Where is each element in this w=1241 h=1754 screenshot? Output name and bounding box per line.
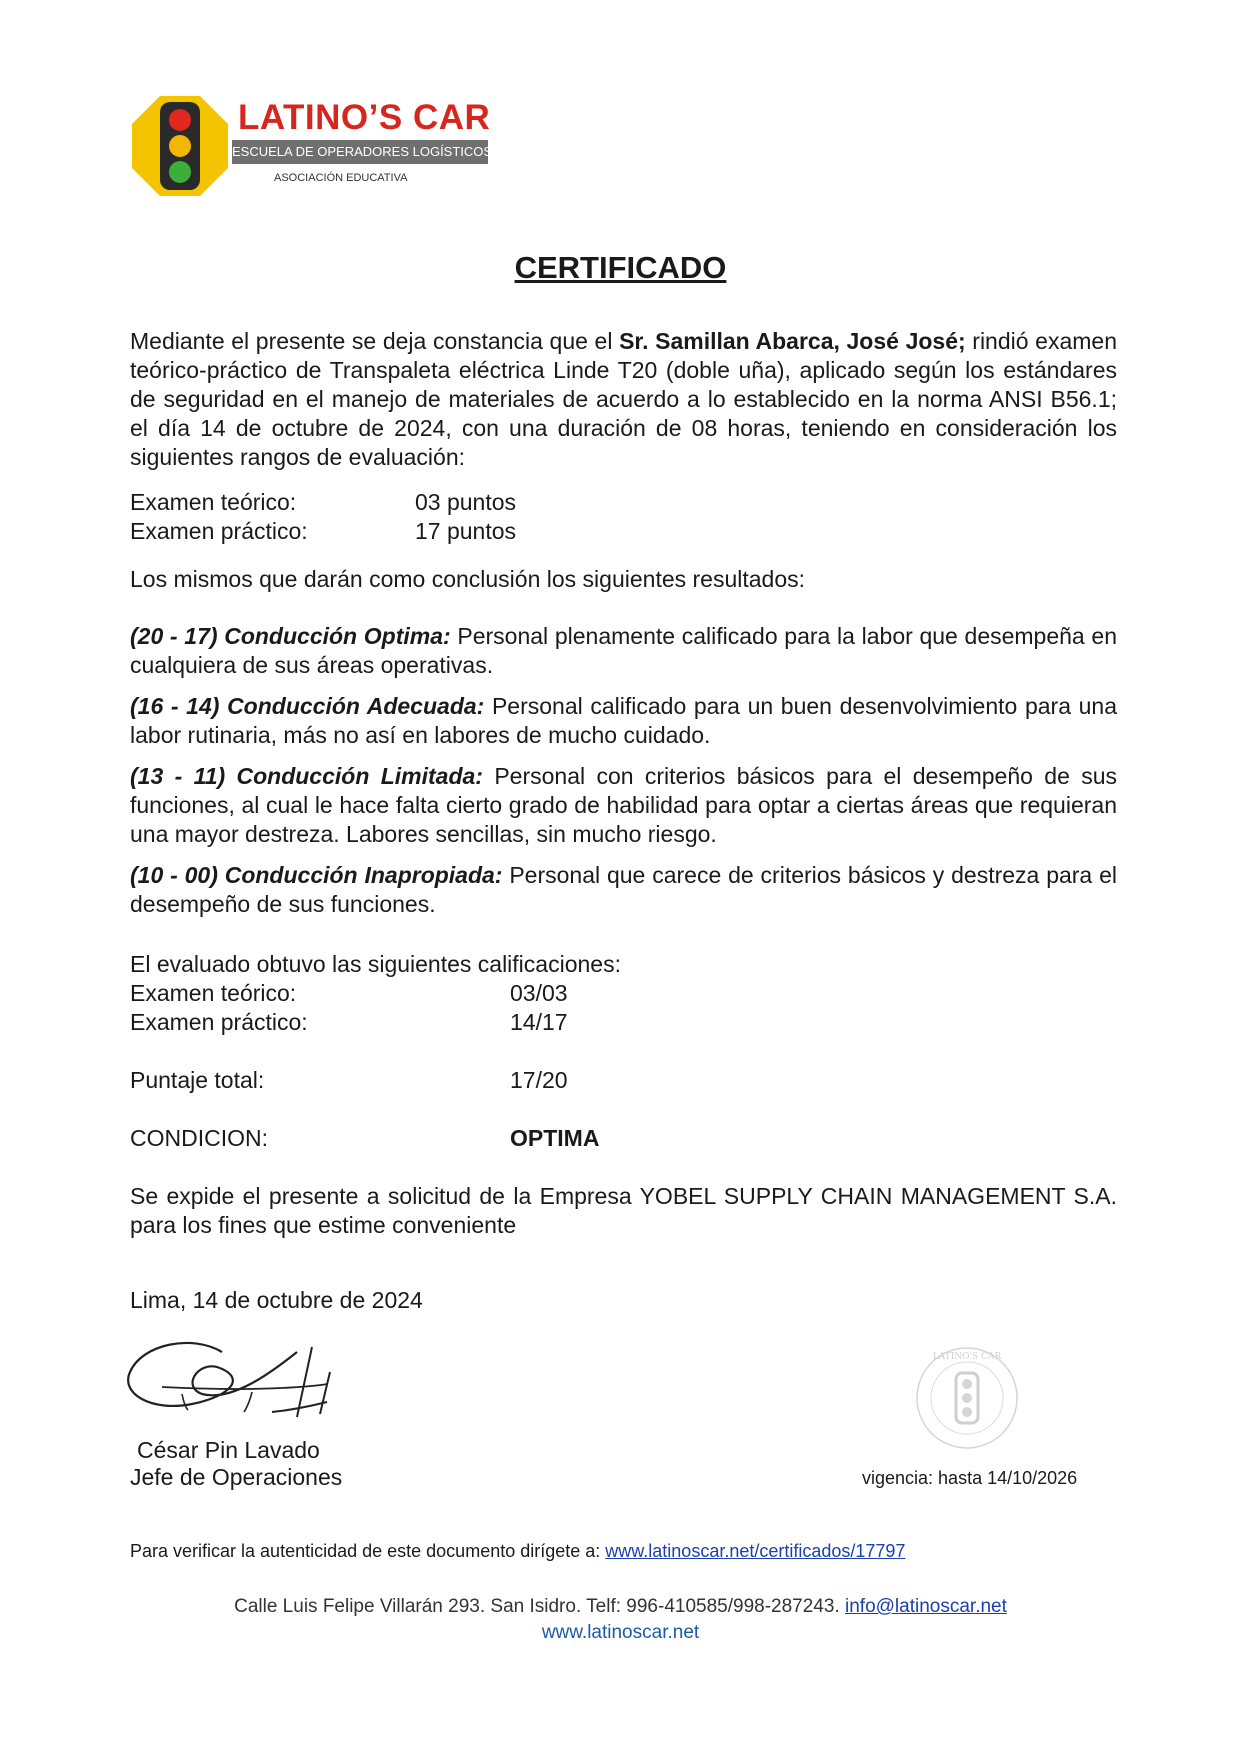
- evaluation-ranges: [130, 488, 730, 546]
- footer-address: Calle Luis Felipe Villarán 293. San Isidro. Telf: 996-410585/998-287243.: [234, 1596, 845, 1617]
- traffic-light-icon: [130, 94, 230, 198]
- verification-text: Para verificar la autenticidad de este documento dirígete a:: [130, 1541, 606, 1561]
- level-text: Personal que carece de criterios básicos y destreza para el desempeño de sus funciones.: [130, 862, 1117, 917]
- footer-address-line: [0, 1596, 1241, 1618]
- level-item: [130, 762, 1117, 849]
- company-logo: [130, 94, 493, 198]
- signature-image: [122, 1332, 342, 1432]
- level-text: Personal plenamente calificado para la labor que desempeña en cualquiera de sus áreas operativas.: [130, 623, 1118, 678]
- logo-tagline: ESCUELA DE OPERADORES LOGÍSTICOS: [232, 140, 488, 164]
- document-title: CERTIFICADO: [514, 250, 727, 285]
- issued-statement: Se expide el presente a solicitud de la Empresa YOBEL SUPPLY CHAIN MANAGEMENT S.A. para los fines que estime conveniente: [130, 1183, 1117, 1238]
- conclusion-intro: Los mismos que darán como conclusión los siguientes resultados:: [130, 566, 806, 592]
- results-intro: El evaluado obtuvo las siguientes calificaciones:: [130, 951, 621, 977]
- footer-website[interactable]: www.latinoscar.net: [541, 1622, 700, 1643]
- verification-line: [130, 1541, 905, 1562]
- result-label-practice: Examen práctico:: [130, 1009, 308, 1035]
- range-value-practice: 17 puntos: [415, 518, 517, 544]
- range-label-practice: Examen práctico:: [130, 518, 308, 544]
- condition-label: CONDICION:: [130, 1125, 268, 1151]
- level-label: (10 - 00) Conducción Inapropiada:: [130, 862, 503, 888]
- condition-value: OPTIMA: [510, 1125, 600, 1151]
- result-value-theory: 03/03: [510, 980, 568, 1006]
- total-label: Puntaje total:: [130, 1067, 265, 1093]
- logo-brand-name: LATINO’S CAR: [238, 98, 491, 137]
- level-text: Personal calificado para un buen desenvolvimiento para una labor rutinaria, más no así en labores de mucho cuidado.: [130, 693, 1117, 748]
- level-item: [130, 861, 1117, 919]
- signatory-name: César Pin Lavado: [137, 1437, 320, 1463]
- footer-email-link[interactable]: info@latinoscar.net: [845, 1596, 1007, 1617]
- validity-date: vigencia: hasta 14/10/2026: [862, 1468, 1078, 1488]
- intro-paragraph: [130, 327, 1117, 472]
- result-label-theory: Examen teórico:: [130, 980, 297, 1006]
- level-item: [130, 692, 1117, 750]
- level-item: [130, 622, 1117, 680]
- company-seal-stamp: [912, 1343, 1022, 1453]
- level-label: (20 - 17) Conducción Optima:: [130, 623, 451, 649]
- intro-text-pre: Mediante el presente se deja constancia que el: [130, 328, 620, 354]
- level-label: (13 - 11) Conducción Limitada:: [130, 763, 483, 789]
- logo-subtitle: ASOCIACIÓN EDUCATIVA: [274, 172, 408, 184]
- level-text: Personal con criterios básicos para el desempeño de sus funciones, al cual le hace falta cierto grado de habilidad para optar a ciertas áreas que requieran una mayor destreza. Labores sencillas, sin mucho riesgo.: [130, 763, 1118, 847]
- signatory-role: Jefe de Operaciones: [130, 1464, 343, 1490]
- range-value-theory: 03 puntos: [415, 489, 517, 515]
- verification-link[interactable]: www.latinoscar.net/certificados/17797: [605, 1541, 906, 1561]
- range-label-theory: Examen teórico:: [130, 489, 297, 515]
- intro-text-post: rindió examen teórico-práctico de Transpaleta eléctrica Linde T20 (doble uña), aplicado según los estándares de seguridad en el manejo de materiales de acuerdo a lo establecido en la norma ANSI B56.1; el día 14 de octubre de 2024, con una duración de 08 horas, teniendo en consideración los siguientes rangos de evaluación:: [130, 328, 1117, 470]
- result-value-practice: 14/17: [510, 1009, 568, 1035]
- seal-text: LATINO'S CAR: [932, 1352, 1002, 1362]
- place-date: Lima, 14 de octubre de 2024: [130, 1287, 423, 1313]
- candidate-name: Sr. Samillan Abarca, José José;: [619, 328, 966, 354]
- results-block: [130, 950, 830, 1150]
- level-label: (16 - 14) Conducción Adecuada:: [130, 693, 485, 719]
- total-value: 17/20: [510, 1067, 568, 1093]
